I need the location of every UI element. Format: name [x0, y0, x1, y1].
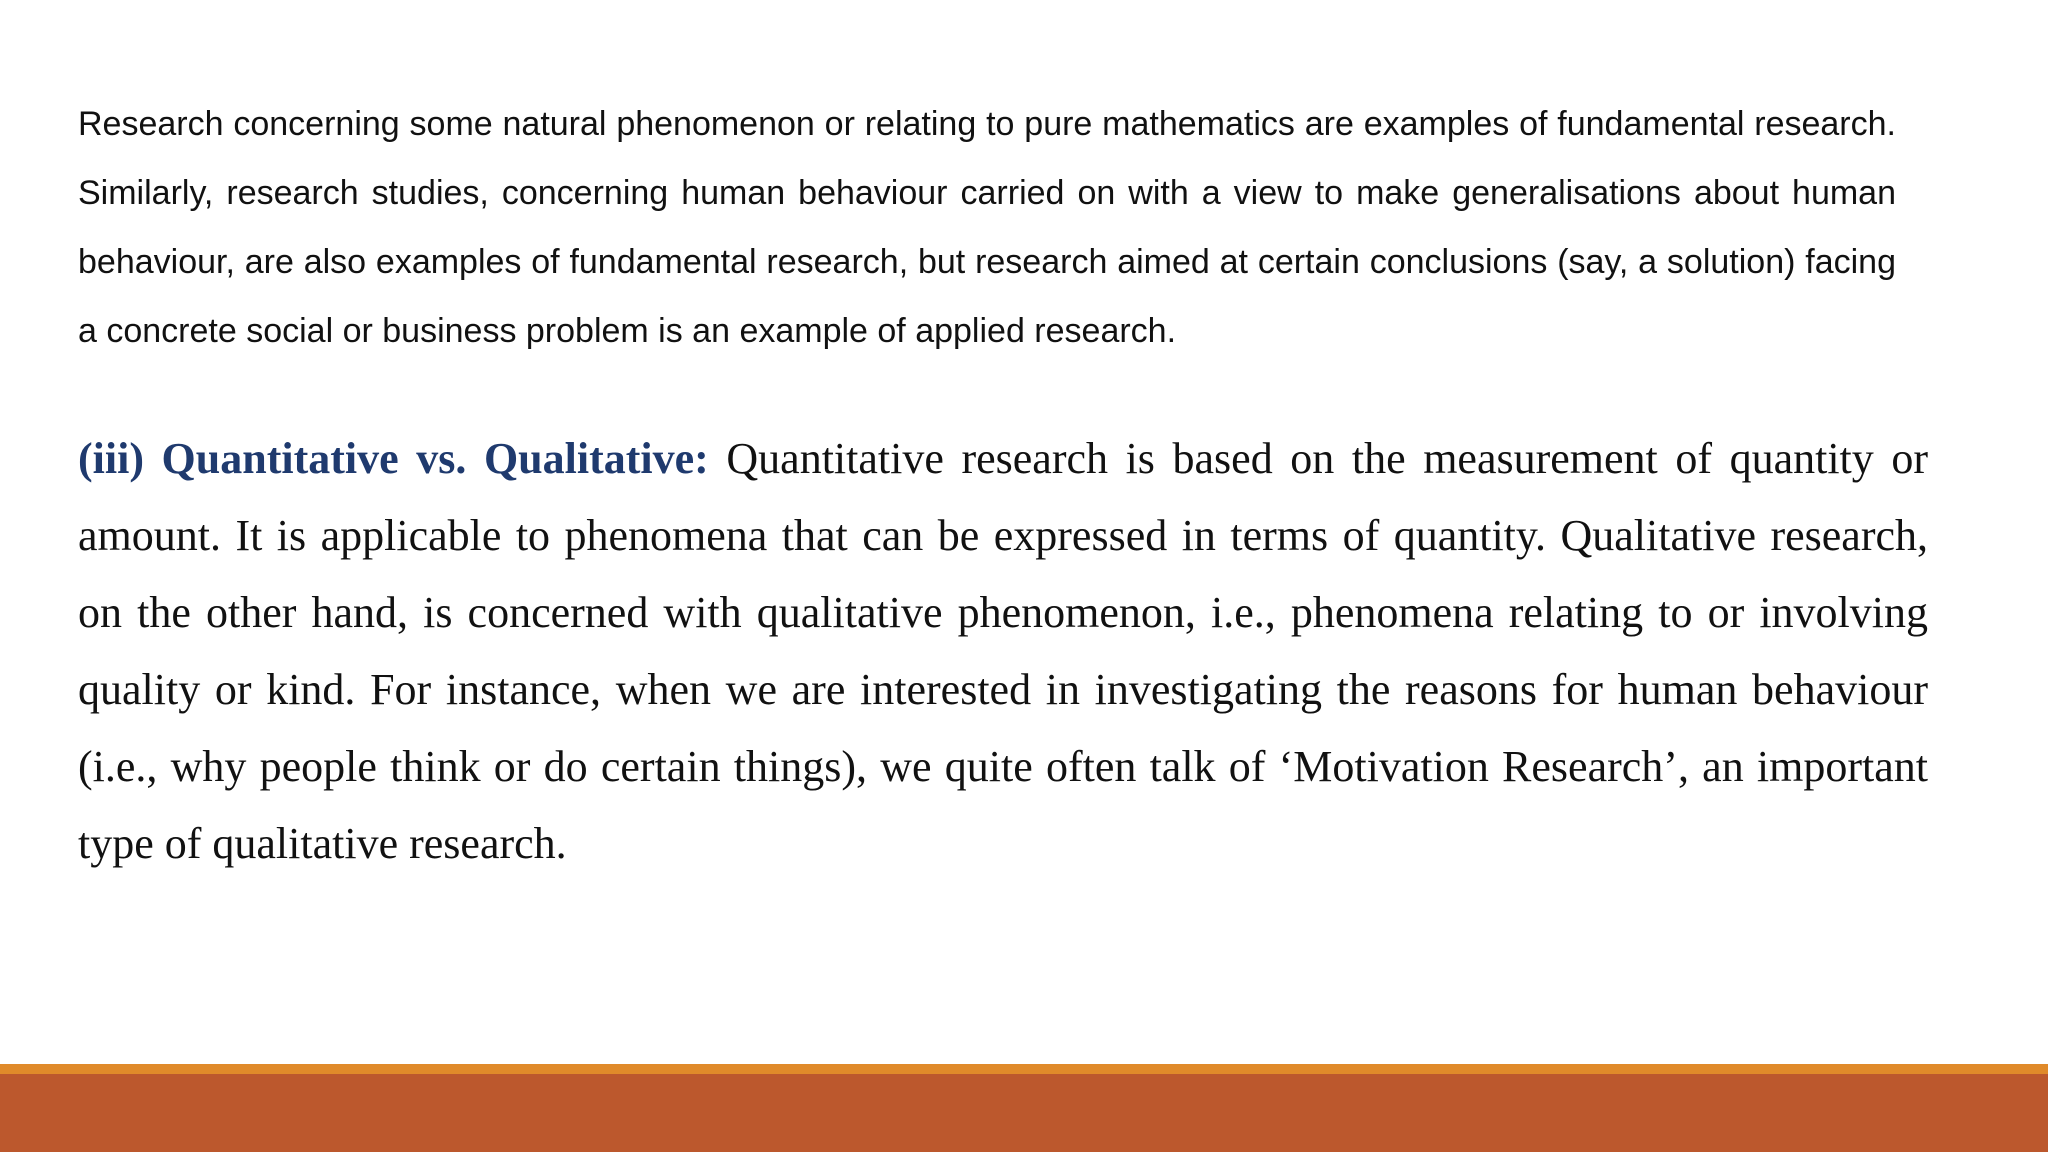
section-body: Quantitative research is based on the measurement of quantity or amount. It is applicable to phenomena that can be expressed in terms of quantity. Qualitative research, on the other hand, is concerned with qualitative phenomenon, i.e., phenomena relating to or involving quality or kind. For instance, when we are interested in investigating the reasons for human behaviour (i.e., why people think or do certain things), we quite often talk of ‘Motivation Research’, an important type of qualitative research.	[78, 434, 1929, 868]
footer-band	[0, 1074, 2048, 1152]
section-heading: (iii) Quantitative vs. Qualitative:	[78, 434, 709, 483]
paragraph-quantitative-qualitative	[78, 420, 1928, 882]
footer-accent-line	[0, 1064, 2048, 1074]
paragraph-fundamental-research: Research concerning some natural phenomenon or relating to pure mathematics are examples of fundamental research. Similarly, research studies, concerning human behaviour carried on with a view to make generalisations about human behaviour, are also examples of fundamental research, but research aimed at certain conclusions (say, a solution) facing a concrete social or business problem is an example of applied research.	[78, 105, 1896, 350]
